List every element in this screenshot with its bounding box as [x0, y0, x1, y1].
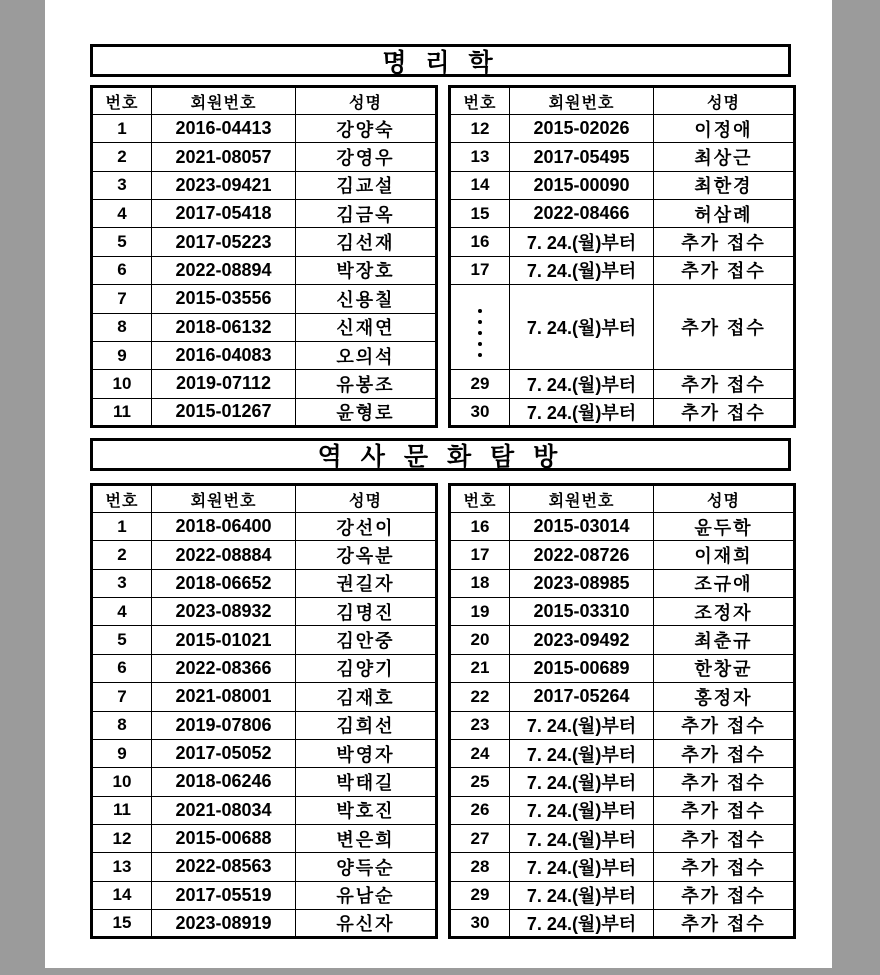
member-id: 7. 24.(월)부터 — [510, 796, 654, 824]
row-number: 16 — [450, 513, 510, 541]
table-row — [450, 683, 795, 711]
table-row — [450, 796, 795, 824]
table-row — [92, 768, 437, 796]
row-number: 26 — [450, 796, 510, 824]
table-row — [92, 341, 437, 369]
member-name: 홍정자 — [654, 683, 795, 711]
member-name: 김금옥 — [296, 200, 437, 228]
member-id: 2022-08466 — [510, 200, 654, 228]
table-row — [92, 398, 437, 426]
row-number: 4 — [92, 598, 152, 626]
row-number: 27 — [450, 824, 510, 852]
member-id: 7. 24.(월)부터 — [510, 256, 654, 284]
table-row — [450, 370, 795, 398]
table-row — [450, 853, 795, 881]
section1-title: 명 리 학 — [382, 48, 499, 77]
row-number: 20 — [450, 626, 510, 654]
member-id: 2018-06132 — [152, 313, 296, 341]
table-row — [92, 541, 437, 569]
member-id: 2017-05223 — [152, 228, 296, 256]
row-number: 5 — [92, 228, 152, 256]
column-header: 회원번호 — [152, 485, 296, 513]
row-number: 3 — [92, 569, 152, 597]
row-number: 9 — [92, 739, 152, 767]
table-row — [450, 881, 795, 909]
column-header: 번호 — [92, 87, 152, 115]
row-number: 15 — [92, 910, 152, 938]
column-header: 번호 — [450, 485, 510, 513]
member-id: 2021-08034 — [152, 796, 296, 824]
table-row — [92, 569, 437, 597]
row-number: 7 — [92, 285, 152, 313]
table-row — [450, 626, 795, 654]
row-number: 15 — [450, 200, 510, 228]
member-name: 박태길 — [296, 768, 437, 796]
table-row — [92, 654, 437, 682]
table-row — [450, 569, 795, 597]
member-name: 추가 접수 — [654, 739, 795, 767]
row-number: 13 — [92, 853, 152, 881]
table-row — [92, 853, 437, 881]
member-name: 강영우 — [296, 143, 437, 171]
member-name: 김교설 — [296, 171, 437, 199]
member-id: 7. 24.(월)부터 — [510, 824, 654, 852]
member-id: 2017-05519 — [152, 881, 296, 909]
member-name: 추가 접수 — [654, 910, 795, 938]
table-row — [92, 285, 437, 313]
member-id: 2022-08563 — [152, 853, 296, 881]
row-number: 24 — [450, 739, 510, 767]
header-row — [450, 485, 795, 513]
row-number: 13 — [450, 143, 510, 171]
member-id: 2018-06246 — [152, 768, 296, 796]
table-row — [450, 285, 795, 370]
member-id: 2015-00090 — [510, 171, 654, 199]
row-number: 29 — [450, 881, 510, 909]
section2-title: 역 사 문 화 탐 방 — [317, 442, 564, 471]
table-row — [450, 513, 795, 541]
member-id: 2022-08366 — [152, 654, 296, 682]
column-header: 번호 — [92, 485, 152, 513]
column-header: 성명 — [654, 87, 795, 115]
row-number: 2 — [92, 541, 152, 569]
table-row — [450, 768, 795, 796]
row-number: 12 — [450, 115, 510, 143]
section1-right-table — [448, 85, 796, 428]
column-header: 번호 — [450, 87, 510, 115]
member-id: 2015-03310 — [510, 598, 654, 626]
column-header: 회원번호 — [152, 87, 296, 115]
column-header: 회원번호 — [510, 485, 654, 513]
column-header: 회원번호 — [510, 87, 654, 115]
member-id: 2023-09421 — [152, 171, 296, 199]
table-row — [450, 598, 795, 626]
member-id: 7. 24.(월)부터 — [510, 285, 654, 370]
row-number: 9 — [92, 341, 152, 369]
member-id: 2017-05418 — [152, 200, 296, 228]
member-id: 2021-08057 — [152, 143, 296, 171]
table-row — [450, 541, 795, 569]
member-name: 추가 접수 — [654, 824, 795, 852]
member-id: 2023-08932 — [152, 598, 296, 626]
row-number: 29 — [450, 370, 510, 398]
row-number: 12 — [92, 824, 152, 852]
member-name: 추가 접수 — [654, 398, 795, 426]
member-name: 추가 접수 — [654, 881, 795, 909]
row-number: 14 — [450, 171, 510, 199]
member-name: 강양숙 — [296, 115, 437, 143]
table-row — [92, 683, 437, 711]
row-number: 28 — [450, 853, 510, 881]
member-id: 2019-07112 — [152, 370, 296, 398]
member-id: 2015-02026 — [510, 115, 654, 143]
member-id: 2021-08001 — [152, 683, 296, 711]
table-row — [92, 256, 437, 284]
member-id: 7. 24.(월)부터 — [510, 881, 654, 909]
member-name: 윤형로 — [296, 398, 437, 426]
table-row — [450, 143, 795, 171]
member-name: 김안중 — [296, 626, 437, 654]
section2-right-table — [448, 483, 796, 939]
member-id: 2022-08894 — [152, 256, 296, 284]
row-number: 10 — [92, 370, 152, 398]
member-name: 변은희 — [296, 824, 437, 852]
member-name: 추가 접수 — [654, 228, 795, 256]
table-row — [92, 711, 437, 739]
member-name: 김재호 — [296, 683, 437, 711]
row-number: 10 — [92, 768, 152, 796]
member-name: 조규애 — [654, 569, 795, 597]
row-number: 17 — [450, 541, 510, 569]
row-ellipsis — [450, 285, 510, 370]
table-row — [450, 739, 795, 767]
column-header: 성명 — [296, 87, 437, 115]
table-row — [450, 171, 795, 199]
member-name: 김양기 — [296, 654, 437, 682]
row-number: 17 — [450, 256, 510, 284]
row-number: 6 — [92, 654, 152, 682]
table-row — [450, 398, 795, 426]
table-row — [92, 626, 437, 654]
member-name: 추가 접수 — [654, 256, 795, 284]
table-row — [450, 910, 795, 938]
row-number: 5 — [92, 626, 152, 654]
row-number: 25 — [450, 768, 510, 796]
member-id: 2018-06400 — [152, 513, 296, 541]
member-name: 추가 접수 — [654, 285, 795, 370]
section1-left-table — [90, 85, 438, 428]
table-row — [450, 654, 795, 682]
table-row — [92, 824, 437, 852]
row-number: 18 — [450, 569, 510, 597]
member-id: 2022-08884 — [152, 541, 296, 569]
row-number: 11 — [92, 796, 152, 824]
row-number: 19 — [450, 598, 510, 626]
member-name: 최춘규 — [654, 626, 795, 654]
member-id: 2017-05264 — [510, 683, 654, 711]
table-row — [92, 228, 437, 256]
table-row — [92, 313, 437, 341]
member-name: 권길자 — [296, 569, 437, 597]
row-number: 4 — [92, 200, 152, 228]
member-name: 허삼례 — [654, 200, 795, 228]
member-id: 2015-00689 — [510, 654, 654, 682]
table-row — [92, 143, 437, 171]
row-number: 1 — [92, 115, 152, 143]
member-id: 7. 24.(월)부터 — [510, 398, 654, 426]
row-number: 22 — [450, 683, 510, 711]
row-number: 21 — [450, 654, 510, 682]
column-header: 성명 — [296, 485, 437, 513]
member-name: 김명진 — [296, 598, 437, 626]
member-name: 이재희 — [654, 541, 795, 569]
vertical-ellipsis-icon — [478, 309, 482, 357]
member-id: 2016-04413 — [152, 115, 296, 143]
table-row — [92, 200, 437, 228]
table-row — [92, 910, 437, 938]
member-name: 강선이 — [296, 513, 437, 541]
table-row — [92, 171, 437, 199]
table-row — [450, 115, 795, 143]
member-id: 7. 24.(월)부터 — [510, 853, 654, 881]
table-row — [92, 796, 437, 824]
member-id: 7. 24.(월)부터 — [510, 910, 654, 938]
member-id: 2016-04083 — [152, 341, 296, 369]
member-id: 2015-01021 — [152, 626, 296, 654]
member-name: 유남순 — [296, 881, 437, 909]
header-row — [92, 485, 437, 513]
member-id: 2017-05495 — [510, 143, 654, 171]
member-name: 이정애 — [654, 115, 795, 143]
row-number: 8 — [92, 711, 152, 739]
member-id: 2023-08985 — [510, 569, 654, 597]
member-id: 2015-00688 — [152, 824, 296, 852]
header-row — [450, 87, 795, 115]
member-id: 2015-03556 — [152, 285, 296, 313]
row-number: 16 — [450, 228, 510, 256]
row-number: 14 — [92, 881, 152, 909]
member-name: 추가 접수 — [654, 853, 795, 881]
document-page — [45, 0, 832, 968]
table-row — [92, 513, 437, 541]
table-row — [450, 256, 795, 284]
member-name: 조정자 — [654, 598, 795, 626]
member-id: 2017-05052 — [152, 739, 296, 767]
column-header: 성명 — [654, 485, 795, 513]
member-name: 신용칠 — [296, 285, 437, 313]
member-id: 2023-09492 — [510, 626, 654, 654]
table-row — [450, 711, 795, 739]
table-row — [92, 370, 437, 398]
member-id: 7. 24.(월)부터 — [510, 228, 654, 256]
table-row — [92, 598, 437, 626]
member-name: 추가 접수 — [654, 796, 795, 824]
table-row — [92, 739, 437, 767]
member-name: 윤두학 — [654, 513, 795, 541]
member-name: 추가 접수 — [654, 768, 795, 796]
member-name: 김희선 — [296, 711, 437, 739]
table-row — [450, 200, 795, 228]
member-name: 최한경 — [654, 171, 795, 199]
member-name: 박영자 — [296, 739, 437, 767]
member-name: 박호진 — [296, 796, 437, 824]
member-id: 2023-08919 — [152, 910, 296, 938]
member-name: 강옥분 — [296, 541, 437, 569]
row-number: 1 — [92, 513, 152, 541]
header-row — [92, 87, 437, 115]
section1-title-box — [90, 44, 791, 77]
member-id: 2019-07806 — [152, 711, 296, 739]
row-number: 30 — [450, 910, 510, 938]
row-number: 8 — [92, 313, 152, 341]
member-id: 7. 24.(월)부터 — [510, 370, 654, 398]
member-name: 양득순 — [296, 853, 437, 881]
member-name: 박장호 — [296, 256, 437, 284]
member-id: 2015-01267 — [152, 398, 296, 426]
row-number: 6 — [92, 256, 152, 284]
member-id: 2015-03014 — [510, 513, 654, 541]
member-id: 7. 24.(월)부터 — [510, 711, 654, 739]
member-id: 2018-06652 — [152, 569, 296, 597]
member-name: 한창균 — [654, 654, 795, 682]
row-number: 3 — [92, 171, 152, 199]
table-row — [450, 228, 795, 256]
row-number: 30 — [450, 398, 510, 426]
row-number: 23 — [450, 711, 510, 739]
member-name: 최상근 — [654, 143, 795, 171]
section2-left-table — [90, 483, 438, 939]
member-name: 오의석 — [296, 341, 437, 369]
member-name: 유봉조 — [296, 370, 437, 398]
row-number: 7 — [92, 683, 152, 711]
table-row — [450, 824, 795, 852]
member-id: 7. 24.(월)부터 — [510, 739, 654, 767]
table-row — [92, 115, 437, 143]
row-number: 11 — [92, 398, 152, 426]
row-number: 2 — [92, 143, 152, 171]
member-id: 2022-08726 — [510, 541, 654, 569]
member-name: 신재연 — [296, 313, 437, 341]
member-name: 추가 접수 — [654, 711, 795, 739]
member-name: 유신자 — [296, 910, 437, 938]
member-name: 추가 접수 — [654, 370, 795, 398]
member-name: 김선재 — [296, 228, 437, 256]
table-row — [92, 881, 437, 909]
member-id: 7. 24.(월)부터 — [510, 768, 654, 796]
section2-title-box — [90, 438, 791, 471]
